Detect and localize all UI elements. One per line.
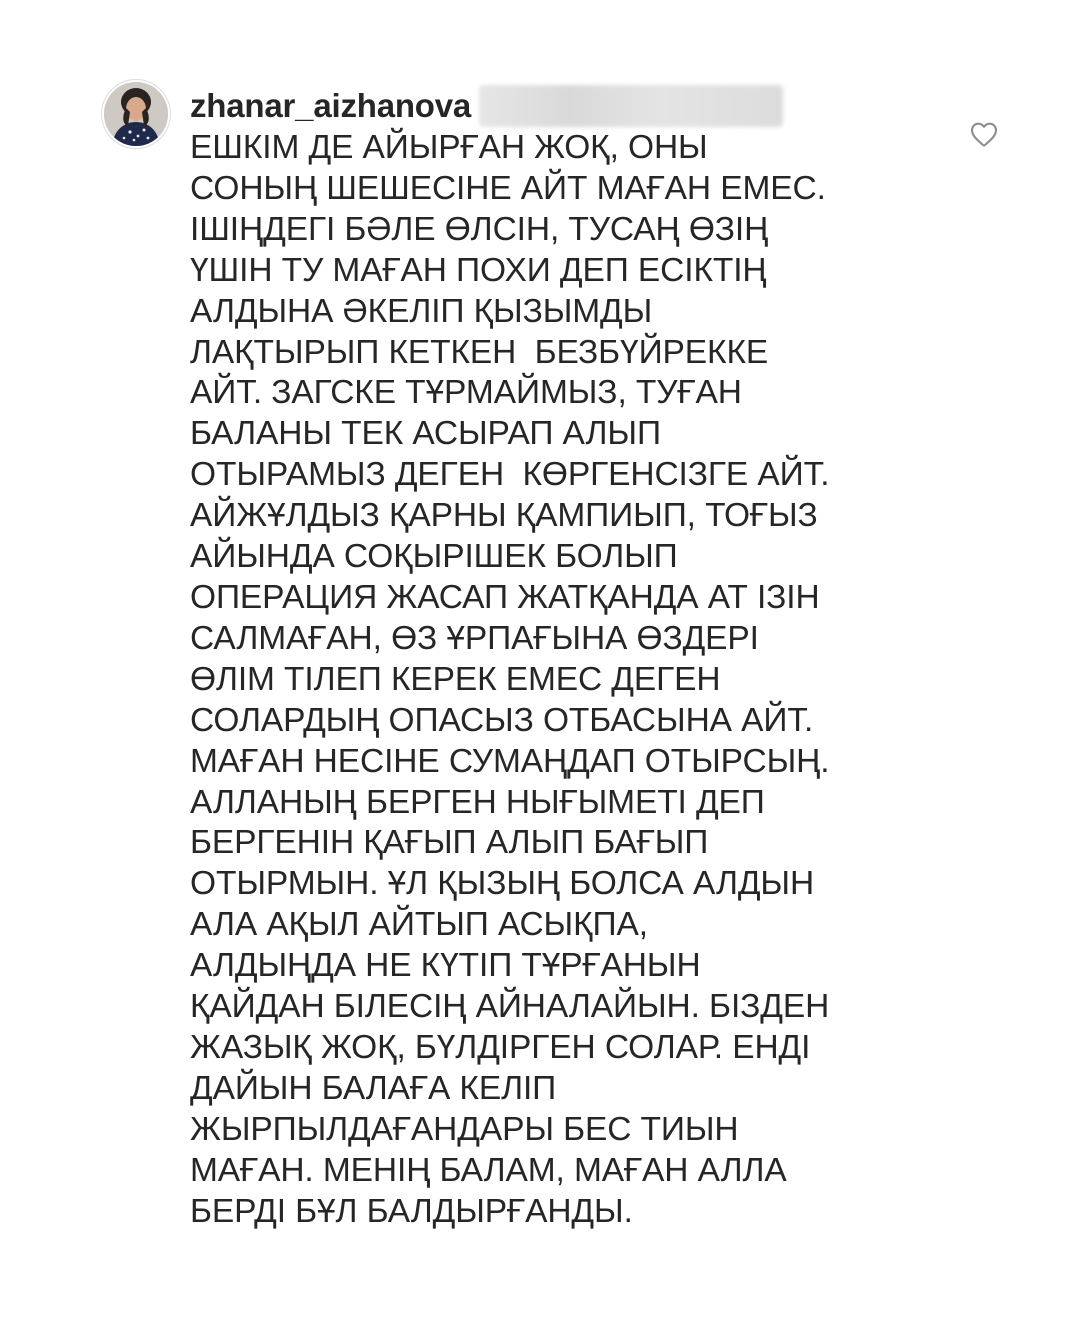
comment-line: ЛАҚТЫРЫП КЕТКЕН БЕЗБҮЙРЕККЕ (190, 333, 769, 371)
comment-line: БЕРДІ БҰЛ БАЛДЫРҒАНДЫ. (190, 1192, 633, 1230)
comment-line: ІШІҢДЕГІ БӘЛЕ ӨЛСІН, ТУСАҢ ӨЗІҢ (190, 210, 769, 248)
comment-text (190, 128, 950, 1232)
comment-line: ОТЫРАМЫЗ ДЕГЕН КӨРГЕНСІЗГЕ АЙТ. (190, 456, 830, 494)
comment-line: ҚАЙДАН БІЛЕСІҢ АЙНАЛАЙЫН. БІЗДЕН (190, 988, 830, 1026)
comment-line: АЛА АҚЫЛ АЙТЫП АСЫҚПА, (190, 906, 648, 944)
comment-line: АЙТ. ЗАГСКЕ ТҰРМАЙМЫЗ, ТУҒАН (190, 374, 742, 412)
comment-line: АЛЛАНЫҢ БЕРГЕН НЫҒЫМЕТІ ДЕП (190, 783, 765, 821)
comment-line: САЛМАҒАН, ӨЗ ҰРПАҒЫНА ӨЗДЕРІ (190, 619, 759, 657)
comment-line: БАЛАНЫ ТЕК АСЫРАП АЛЫП (190, 415, 661, 453)
heart-outline-icon (968, 118, 1000, 150)
avatar-photo (104, 82, 168, 146)
comment-line: ҮШІН ТУ МАҒАН ПОХИ ДЕП ЕСІКТІҢ (190, 251, 767, 289)
comment-line: СОЛАРДЫҢ ОПАСЫЗ ОТБАСЫНА АЙТ. (190, 701, 814, 739)
comment-line: АЙЫНДА СОҚЫРІШЕК БОЛЫП (190, 538, 678, 576)
comment-line: БЕРГЕНІН ҚАҒЫП АЛЫП БАҒЫП (190, 824, 709, 862)
like-button[interactable] (968, 118, 1000, 150)
comment-line: ЖЫРПЫЛДАҒАНДАРЫ БЕС ТИЫН (190, 1110, 739, 1148)
comment-line: МАҒАН. МЕНІҢ БАЛАМ, МАҒАН АЛЛА (190, 1151, 787, 1189)
comment-header (190, 84, 783, 128)
comment-line: ЖАЗЫҚ ЖОҚ, БҮЛДІРГЕН СОЛАР. ЕНДІ (190, 1028, 811, 1066)
comment-line: ӨЛІМ ТІЛЕП КЕРЕК ЕМЕС ДЕГЕН (190, 660, 721, 698)
blurred-text (479, 85, 783, 127)
comment-line: ОПЕРАЦИЯ ЖАСАП ЖАТҚАНДА АТ ІЗІН (190, 578, 820, 616)
comment-line: ЕШКІМ ДЕ АЙЫРҒАН ЖОҚ, ОНЫ (190, 129, 708, 166)
comment-line: ДАЙЫН БАЛАҒА КЕЛІП (190, 1069, 557, 1107)
comment-line: АЙЖҰЛДЫЗ ҚАРНЫ ҚАМПИЫП, ТОҒЫЗ (190, 497, 818, 535)
comment-line: АЛДЫНА ӘКЕЛІП ҚЫЗЫМДЫ (190, 292, 653, 330)
comment-line: МАҒАН НЕСІНЕ СУМАҢДАП ОТЫРСЫҢ. (190, 742, 830, 780)
comment-line: АЛДЫҢДА НЕ КҮТІП ТҰРҒАНЫН (190, 947, 701, 985)
avatar[interactable] (104, 82, 168, 146)
comment-line: ОТЫРМЫН. ҰЛ ҚЫЗЫҢ БОЛСА АЛДЫН (190, 865, 815, 903)
comment-line: СОНЫҢ ШЕШЕСІНЕ АЙТ МАҒАН ЕМЕС. (190, 169, 826, 207)
username-link[interactable]: zhanar_aizhanova (190, 87, 472, 124)
